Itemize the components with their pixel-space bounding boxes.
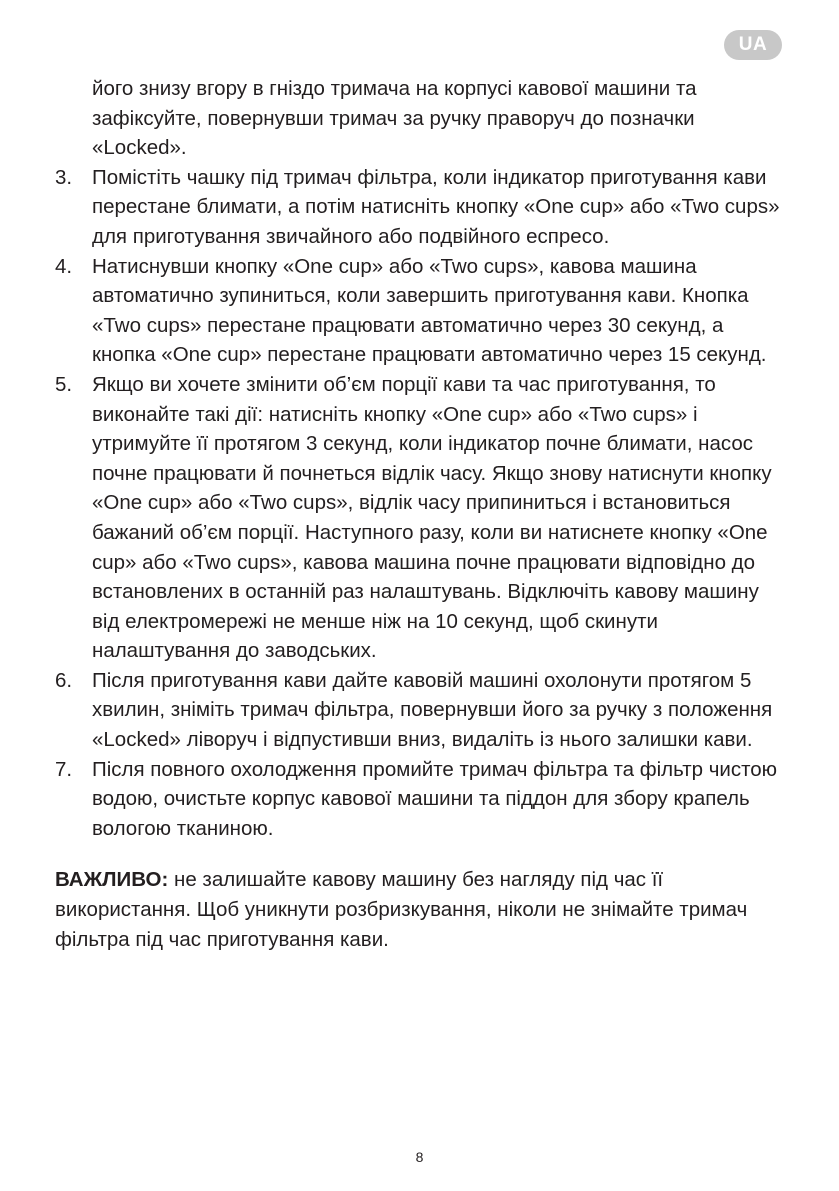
important-label: ВАЖЛИВО: [55, 868, 169, 892]
step-item [55, 252, 785, 370]
important-text: не залишайте кавову машину без нагляду під час її використання. Щоб уникнути розбризкування, ніколи не знімайте тримач фільтра під час приготування кави. [55, 868, 748, 951]
instruction-steps [55, 163, 785, 844]
continued-paragraph: його знизу вгору в гніздо тримача на корпусі кавової машини та зафіксуйте, повернувши тримач за ручку праворуч до позначки «Locked». [92, 77, 697, 160]
step-item [55, 370, 785, 666]
step-text: Після повного охолодження промийте тримач фільтра та фільтр чистою водою, очистьте корпус кавової машини та піддон для збору крапель вологою тканиною. [92, 757, 778, 840]
step-text: Натиснувши кнопку «One cup» або «Two cups», кавова машина автоматично зупиниться, коли завершить приготування кави. Кнопка «Two cups» перестане працювати автоматично через 30 секунд, а кнопка «One cup» перестане працювати автоматично через 15 секунд. [92, 254, 767, 367]
step-item [55, 755, 785, 844]
language-badge: UA [724, 30, 782, 60]
step-number: 4. [55, 254, 73, 278]
step-text: Помістіть чашку під тримач фільтра, коли індикатор приготування кави перестане блимати, а потім натисніть кнопку «One cup» або «Two cups» для приготування звичайного або подвійного еспресо. [92, 165, 780, 248]
step-text: Якщо ви хочете змінити об’єм порції кави та час приготування, то виконайте такі дії: натисніть кнопку «One cup» або «Two cups» і утримуйте її протягом 3 секунд, коли індикатор почне блимати, насос почне працювати й почнеться відлік часу. Якщо знову натиснути кнопку «One cup» або «Two cups», відлік часу припиниться і встановиться бажаний об’єм порції. Наступного разу, коли ви натиснете кнопку «One cup» або «Two cups», кавова машина почне працювати відповідно до встановлених в останній раз налаштувань. Відключіть кавову машину від електромережі не менше ніж на 10 секунд, щоб скинути налаштування до заводських. [92, 372, 772, 663]
step-number: 6. [55, 668, 73, 692]
page-number: 8 [415, 1149, 424, 1165]
step-text: Після приготування кави дайте кавовій машині охолонути протягом 5 хвилин, зніміть тримач фільтра, повернувши його за ручку з положення «Locked» ліворуч і відпустивши вниз, видаліть із нього залишки кави. [92, 668, 773, 752]
step-item [55, 666, 785, 755]
important-note [55, 865, 785, 954]
manual-text [55, 74, 785, 954]
step-number: 5. [55, 372, 73, 396]
step-number: 7. [55, 757, 73, 781]
step-number: 3. [55, 165, 73, 189]
step-item [55, 163, 785, 252]
